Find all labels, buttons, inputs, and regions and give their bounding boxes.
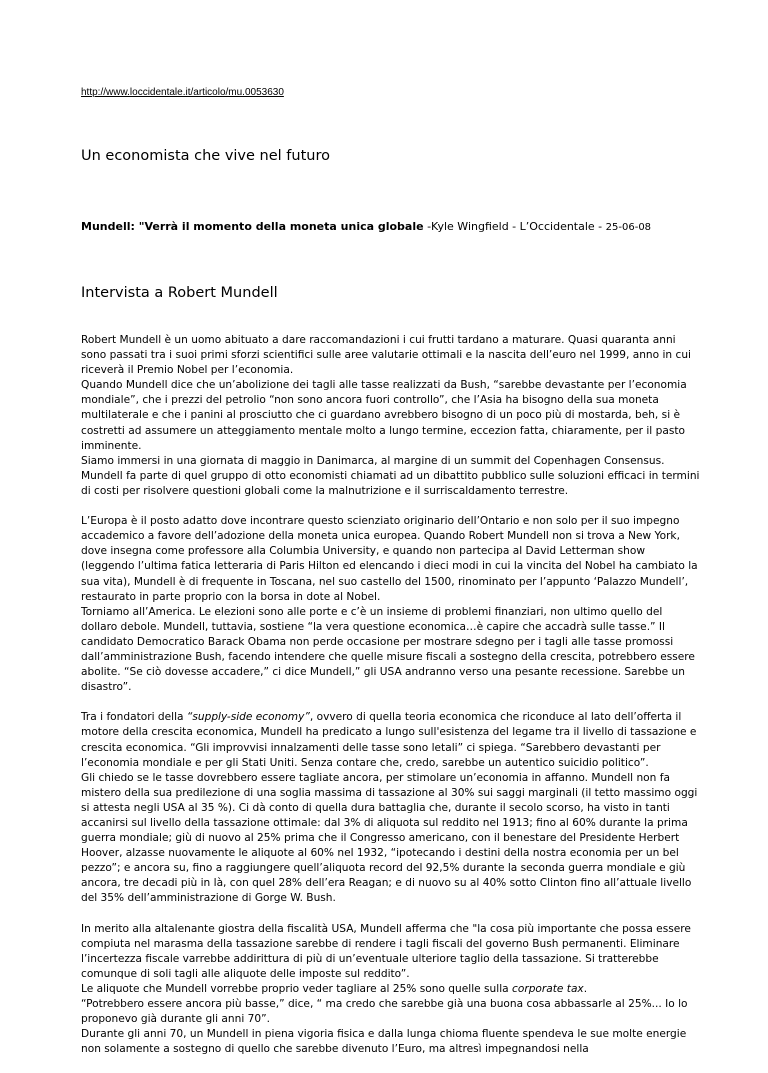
article-paragraph-9-italic: corporate tax [512, 983, 584, 996]
article-paragraph-10: “Potrebbero essere ancora più basse,” dice, “ ma credo che sarebbe già una buona cosa abbassarle al 25%... Io lo proponevo già durante gli anni 70”. [81, 998, 688, 1026]
article-paragraph-6-pre: Tra i fondatori della [81, 711, 187, 724]
article-paragraph-2: Quando Mundell dice che un’abolizione dei tagli alle tasse realizzati da Bush, “sarebbe devastante per l’economia mondiale”, che i prezzi del petrolio “non sono ancora fuori controllo”, che l’Asia ha bisogno della sua moneta multilaterale e che i panini al prosciutto che ci guardano avrebbero bisogno di un poco più di mostarda, beh, si è costretti ad assumere un atteggiamento mentale molto a lungo termine, eccezion fatta, chiaramente, per il pasto imminente. [81, 379, 687, 452]
article-paragraph-1: Robert Mundell è un uomo abituato a dare raccomandazioni i cui frutti tardano a maturare. Quasi quaranta anni sono passati tra i suoi primi sforzi scientifici sulle aree valutarie ottimali e la nascita dell’euro nel 1999, anno in cui riceverà il Premio Nobel per l’economia. [81, 334, 691, 377]
article-paragraph-11: Durante gli anni 70, un Mundell in piena vigoria fisica e dalla lunga chioma fluente spendeva le sue molte energie non solamente a sostegno di quello che sarebbe divenuto l’Euro, ma altresì impegnandosi nella [81, 1028, 687, 1056]
article-body [81, 333, 701, 1073]
article-block-3 [81, 710, 701, 906]
article-block-1 [81, 333, 701, 499]
headline-date: 25-06-08 [605, 222, 652, 233]
interview-subtitle: Intervista a Robert Mundell [81, 285, 278, 301]
source-url-link[interactable]: http://www.loccidentale.it/articolo/mu.0053630 [81, 87, 284, 98]
article-paragraph-8: In merito alla altalenante giostra della fiscalità USA, Mundell afferma che "la cosa più importante che possa essere compiuta nel marasma della tassazione sarebbe di rendere i tagli fiscali del governo Bush permanenti. Eliminare l’incertezza fiscale varrebbe addirittura di più di un’eventuale ulteriore taglio della tassazione. Si tratterebbe comunque di soli tagli alle aliquote delle imposte sul reddito”. [81, 922, 691, 980]
article-paragraph-6-post: , ovvero di quella teoria economica che riconduce al lato dell’offerta il motore della crescita economica, Mundell ha predicato a lungo sull'esistenza del legame tra il livello di tassazione e crescita economica. “Gli improvvisi innalzamenti delle tasse sono letali” ci spiega. “Sarebbero devastanti per l’economia mondiale e per gli Stati Uniti. Senza contare che, credo, sarebbe un autentico suicidio politico”. [81, 711, 697, 769]
article-paragraph-4: L’Europa è il posto adatto dove incontrare questo scienziato originario dell’Ontario e non solo per il suo impegno accademico a favore dell’adozione della moneta unica europea. Quando Robert Mundell non si trova a New York, dove insegna come professore alla Columbia University, e quando non partecipa al David Letterman show (leggendo l’ultima fatica letteraria di Paris Hilton ed elencando i dieci modi in cui la vincita del Nobel ha cambiato la sua vita), Mundell è di frequente in Toscana, nel suo castello del 1500, rinominato per l’appunto ‘Palazzo Mundell’, restaurato in parte proprio con la borsa in dote al Nobel. [81, 515, 698, 603]
page-title: Un economista che vive nel futuro [81, 148, 330, 164]
article-paragraph-9-post: . [583, 983, 588, 996]
article-block-2 [81, 514, 701, 695]
article-paragraph-5: Torniamo all’America. Le elezioni sono alle porte e c’è un insieme di problemi finanziari, non ultimo quello del dollaro debole. Mundell, tuttavia, sostiene “la vera questione economica…è capire che accadrà sulle tasse.” Il candidato Democratico Barack Obama non perde occasione per mostrare sdegno per i tagli alle tasse promossi dall’amministrazione Bush, facendo intendere che quelle misure fiscali a sostegno della crescita, potrebbero essere abolite. “Se ciò dovesse accadere,” ci dice Mundell,” gli USA andranno verso una pesante recessione. Sarebbe un disastro”. [81, 605, 695, 694]
article-block-4 [81, 922, 701, 1058]
article-paragraph-3: Siamo immersi in una giornata di maggio in Danimarca, al margine di un summit del Copenhagen Consensus. Mundell fa parte di quel gruppo di otto economisti chiamati ad un dibattito pubblico sulle soluzioni efficaci in termini di costi per risolvere questioni globali come la malnutrizione e il surriscaldamento terrestre. [81, 454, 700, 497]
article-paragraph-7: Gli chiedo se le tasse dovrebbero essere tagliate ancora, per stimolare un’economia in affanno. Mundell non fa mistero della sua predilezione di una soglia massima di tassazione al 30% sui saggi marginali (il tetto massimo oggi si attesta negli USA al 35 %). Ci dà conto di quella dura battaglia che, durante il secolo scorso, ha visto in tanti accanirsi sul livello della tassazione ottimale: dal 3% di aliquota sul reddito nel 1913; fino al 60% durante la prima guerra mondiale; giù di nuovo al 25% prima che il Congresso americano, con il benestare del Presidente Herbert Hoover, alzasse nuovamente le aliquote al 60% nel 1932, “ipotecando i destini della nostra economia per un bel pezzo”; e ancora su, fino a raggiungere quell’aliquota record del 92,5% durante la seconda guerra mondiale e giù ancora, tre decadi più in là, con quel 28% dell’era Reagan; e di nuovo su al 40% sotto Clinton fino all’attuale livello del 35% dell’amministrazione di Gorge W. Bush. [81, 771, 698, 905]
article-paragraph-6-italic: “supply-side economy” [186, 711, 310, 724]
article-headline [81, 220, 651, 233]
headline-main: Mundell: "Verrà il momento della moneta unica globale [81, 220, 424, 233]
article-paragraph-9-pre: Le aliquote che Mundell vorrebbe proprio veder tagliare al 25% sono quelle sulla [81, 983, 513, 996]
headline-byline: -Kyle Wingfield - L’Occidentale - [423, 220, 606, 233]
